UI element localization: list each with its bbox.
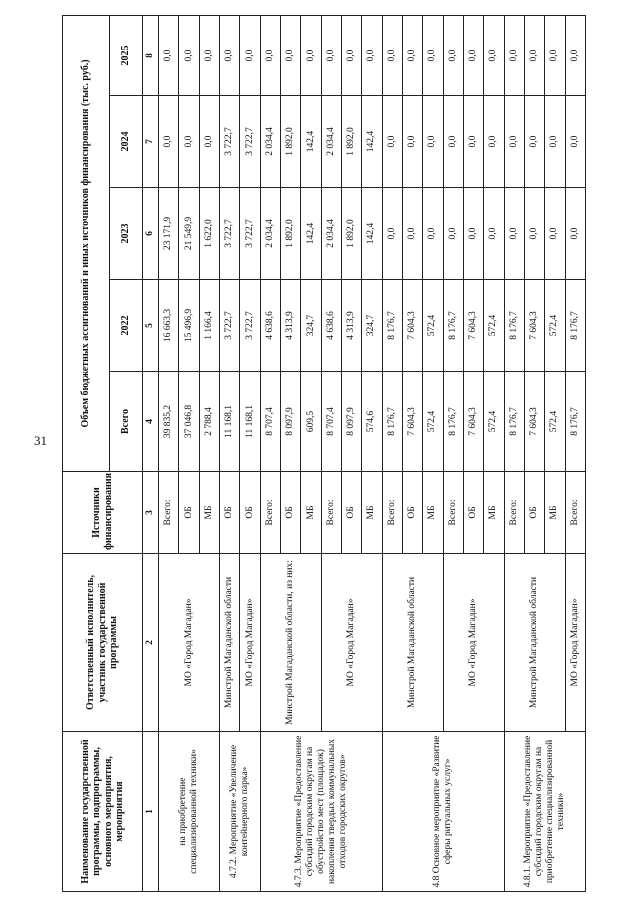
source-cell: ОБ	[524, 472, 544, 554]
table-rotator	[62, 16, 586, 892]
value-cell: 0,0	[463, 15, 483, 95]
value-cell: 21 549,9	[179, 188, 199, 280]
value-cell: 0,0	[443, 96, 463, 188]
value-cell: 8 707,4	[321, 372, 341, 472]
value-cell: 3 722,7	[219, 280, 239, 372]
value-cell: 572,4	[484, 280, 504, 372]
value-cell: 11 168,1	[240, 372, 260, 472]
source-cell: МБ	[423, 472, 443, 554]
value-cell: 2 034,4	[260, 96, 280, 188]
value-cell: 0,0	[159, 15, 179, 95]
value-cell: 0,0	[565, 96, 585, 188]
value-cell: 0,0	[524, 188, 544, 280]
value-cell: 0,0	[362, 15, 382, 95]
header-total: Всего	[110, 372, 143, 472]
value-cell: 39 835,2	[159, 372, 179, 472]
value-cell: 2 788,4	[199, 372, 219, 472]
value-cell: 3 722,7	[219, 96, 239, 188]
column-number: 7	[143, 96, 159, 188]
value-cell: 0,0	[545, 15, 565, 95]
column-number: 4	[143, 372, 159, 472]
value-cell: 572,4	[423, 372, 443, 472]
header-year-2025: 2025	[110, 15, 143, 95]
header-executor: Ответственный исполнитель, участник государственной программы	[63, 554, 143, 732]
value-cell: 0,0	[321, 15, 341, 95]
source-cell: МБ	[545, 472, 565, 554]
value-cell: 7 604,3	[524, 372, 544, 472]
value-cell: 0,0	[504, 15, 524, 95]
value-cell: 8 176,7	[565, 280, 585, 372]
column-number: 1	[143, 732, 159, 892]
value-cell: 0,0	[565, 15, 585, 95]
value-cell: 0,0	[443, 188, 463, 280]
value-cell: 0,0	[199, 96, 219, 188]
header-year-2022: 2022	[110, 280, 143, 372]
value-cell: 142,4	[301, 96, 321, 188]
value-cell: 0,0	[219, 15, 239, 95]
value-cell: 0,0	[545, 96, 565, 188]
executor-cell: МО «Город Магадан»	[443, 554, 504, 732]
table-row	[260, 15, 280, 891]
header-year-2024: 2024	[110, 96, 143, 188]
value-cell: 8 176,7	[443, 280, 463, 372]
value-cell: 0,0	[301, 15, 321, 95]
value-cell: 0,0	[402, 96, 422, 188]
source-cell: Всего:	[504, 472, 524, 554]
executor-cell: Минстрой Магаданской области	[504, 554, 565, 732]
column-number: 5	[143, 280, 159, 372]
value-cell: 1 166,4	[199, 280, 219, 372]
header-program: Наименование государственной программы, подпрограммы, основного мероприятия, мероприятия	[63, 732, 143, 892]
header-year-2023: 2023	[110, 188, 143, 280]
value-cell: 1 892,0	[280, 188, 300, 280]
executor-cell: МО «Город Магадан»	[240, 554, 260, 732]
source-cell: МБ	[301, 472, 321, 554]
source-cell: ОБ	[402, 472, 422, 554]
value-cell: 0,0	[484, 96, 504, 188]
value-cell: 0,0	[402, 188, 422, 280]
table-row	[382, 15, 402, 891]
value-cell: 572,4	[423, 280, 443, 372]
executor-cell: МО «Город Магадан»	[159, 554, 220, 732]
value-cell: 4 313,9	[280, 280, 300, 372]
value-cell: 8 176,7	[443, 372, 463, 472]
source-cell: Всего:	[565, 472, 585, 554]
value-cell: 0,0	[159, 96, 179, 188]
table-row	[219, 15, 239, 891]
value-cell: 324,7	[301, 280, 321, 372]
source-cell: Всего:	[382, 472, 402, 554]
value-cell: 3 722,7	[240, 96, 260, 188]
value-cell: 0,0	[565, 188, 585, 280]
value-cell: 0,0	[463, 188, 483, 280]
value-cell: 8 176,7	[382, 372, 402, 472]
value-cell: 16 663,3	[159, 280, 179, 372]
source-cell: Всего:	[260, 472, 280, 554]
value-cell: 4 638,6	[260, 280, 280, 372]
source-cell: МБ	[484, 472, 504, 554]
value-cell: 142,4	[301, 188, 321, 280]
header-source: Источники финансирования	[63, 472, 143, 554]
value-cell: 142,4	[362, 96, 382, 188]
value-cell: 0,0	[280, 15, 300, 95]
value-cell: 11 168,1	[219, 372, 239, 472]
value-cell: 0,0	[402, 15, 422, 95]
value-cell: 0,0	[423, 96, 443, 188]
value-cell: 0,0	[545, 188, 565, 280]
value-cell: 0,0	[423, 188, 443, 280]
value-cell: 8 176,7	[504, 280, 524, 372]
value-cell: 8 176,7	[565, 372, 585, 472]
value-cell: 0,0	[524, 15, 544, 95]
value-cell: 7 604,3	[524, 280, 544, 372]
executor-cell: МО «Город Магадан»	[321, 554, 382, 732]
value-cell: 8 176,7	[382, 280, 402, 372]
value-cell: 324,7	[362, 280, 382, 372]
value-cell: 8 097,9	[280, 372, 300, 472]
value-cell: 3 722,7	[240, 280, 260, 372]
source-cell: ОБ	[240, 472, 260, 554]
table-row	[159, 15, 179, 891]
value-cell: 0,0	[382, 15, 402, 95]
rotated-table-area	[62, 16, 586, 892]
program-name-cell: 4.8 Основное мероприятие «Развитие сферы ритуальных услуг»	[382, 732, 504, 892]
column-number: 6	[143, 188, 159, 280]
executor-cell: Минстрой Магаданской области, из них:	[260, 554, 321, 732]
page-number: 31	[34, 433, 47, 448]
value-cell: 0,0	[199, 15, 219, 95]
value-cell: 572,4	[545, 280, 565, 372]
source-cell: ОБ	[280, 472, 300, 554]
column-number: 2	[143, 554, 159, 732]
source-cell: ОБ	[179, 472, 199, 554]
value-cell: 2 034,4	[260, 188, 280, 280]
value-cell: 7 604,3	[402, 280, 422, 372]
value-cell: 572,4	[545, 372, 565, 472]
value-cell: 15 496,9	[179, 280, 199, 372]
column-number: 8	[143, 15, 159, 95]
value-cell: 0,0	[260, 15, 280, 95]
value-cell: 1 892,0	[341, 96, 361, 188]
source-cell: МБ	[362, 472, 382, 554]
value-cell: 1 622,0	[199, 188, 219, 280]
funding-table	[62, 15, 586, 892]
executor-cell: Минстрой Магаданской области	[219, 554, 239, 732]
value-cell: 37 046,8	[179, 372, 199, 472]
value-cell: 609,5	[301, 372, 321, 472]
value-cell: 1 892,0	[341, 188, 361, 280]
value-cell: 3 722,7	[240, 188, 260, 280]
value-cell: 0,0	[484, 188, 504, 280]
value-cell: 0,0	[240, 15, 260, 95]
value-cell: 7 604,3	[402, 372, 422, 472]
value-cell: 142,4	[362, 188, 382, 280]
column-number-row	[143, 15, 159, 891]
program-name-cell: 4.8.1. Мероприятие «Предоставление субсидий городским округам на приобретение специализированной техники»	[504, 732, 585, 892]
value-cell: 0,0	[382, 96, 402, 188]
source-cell: Всего:	[159, 472, 179, 554]
table-body	[159, 15, 586, 891]
program-name-cell: на приобретение специализированной техники»	[159, 732, 220, 892]
source-cell: Всего:	[321, 472, 341, 554]
header-funding: Объем бюджетных ассигнований и иных источников финансирования (тыс. руб.)	[63, 15, 110, 471]
value-cell: 0,0	[463, 96, 483, 188]
value-cell: 574,6	[362, 372, 382, 472]
value-cell: 2 034,4	[321, 188, 341, 280]
value-cell: 0,0	[484, 15, 504, 95]
value-cell: 23 171,9	[159, 188, 179, 280]
value-cell: 572,4	[484, 372, 504, 472]
value-cell: 0,0	[443, 15, 463, 95]
value-cell: 0,0	[341, 15, 361, 95]
source-cell: ОБ	[463, 472, 483, 554]
value-cell: 0,0	[504, 188, 524, 280]
program-name-cell: 4.7.2. Мероприятие «Увеличение контейнерного парка»	[219, 732, 260, 892]
value-cell: 0,0	[504, 96, 524, 188]
program-name-cell: 4.7.3. Мероприятие «Предоставление субсидий городским округам на обустройство мест (площадок) накопления твердых коммунальных отходов городских округов»	[260, 732, 382, 892]
value-cell: 0,0	[179, 96, 199, 188]
table-row	[504, 15, 524, 891]
value-cell: 8 176,7	[504, 372, 524, 472]
source-cell: Всего:	[443, 472, 463, 554]
executor-cell: Минстрой Магаданской области	[382, 554, 443, 732]
source-cell: ОБ	[341, 472, 361, 554]
source-cell: МБ	[199, 472, 219, 554]
value-cell: 8 097,9	[341, 372, 361, 472]
value-cell: 8 707,4	[260, 372, 280, 472]
column-number: 3	[143, 472, 159, 554]
value-cell: 0,0	[382, 188, 402, 280]
value-cell: 3 722,7	[219, 188, 239, 280]
value-cell: 0,0	[524, 96, 544, 188]
value-cell: 1 892,0	[280, 96, 300, 188]
value-cell: 2 034,4	[321, 96, 341, 188]
value-cell: 0,0	[179, 15, 199, 95]
value-cell: 4 313,9	[341, 280, 361, 372]
value-cell: 7 604,3	[463, 280, 483, 372]
value-cell: 4 638,6	[321, 280, 341, 372]
source-cell: ОБ	[219, 472, 239, 554]
value-cell: 7 604,3	[463, 372, 483, 472]
executor-cell: МО «Город Магадан»	[565, 554, 585, 732]
value-cell: 0,0	[423, 15, 443, 95]
